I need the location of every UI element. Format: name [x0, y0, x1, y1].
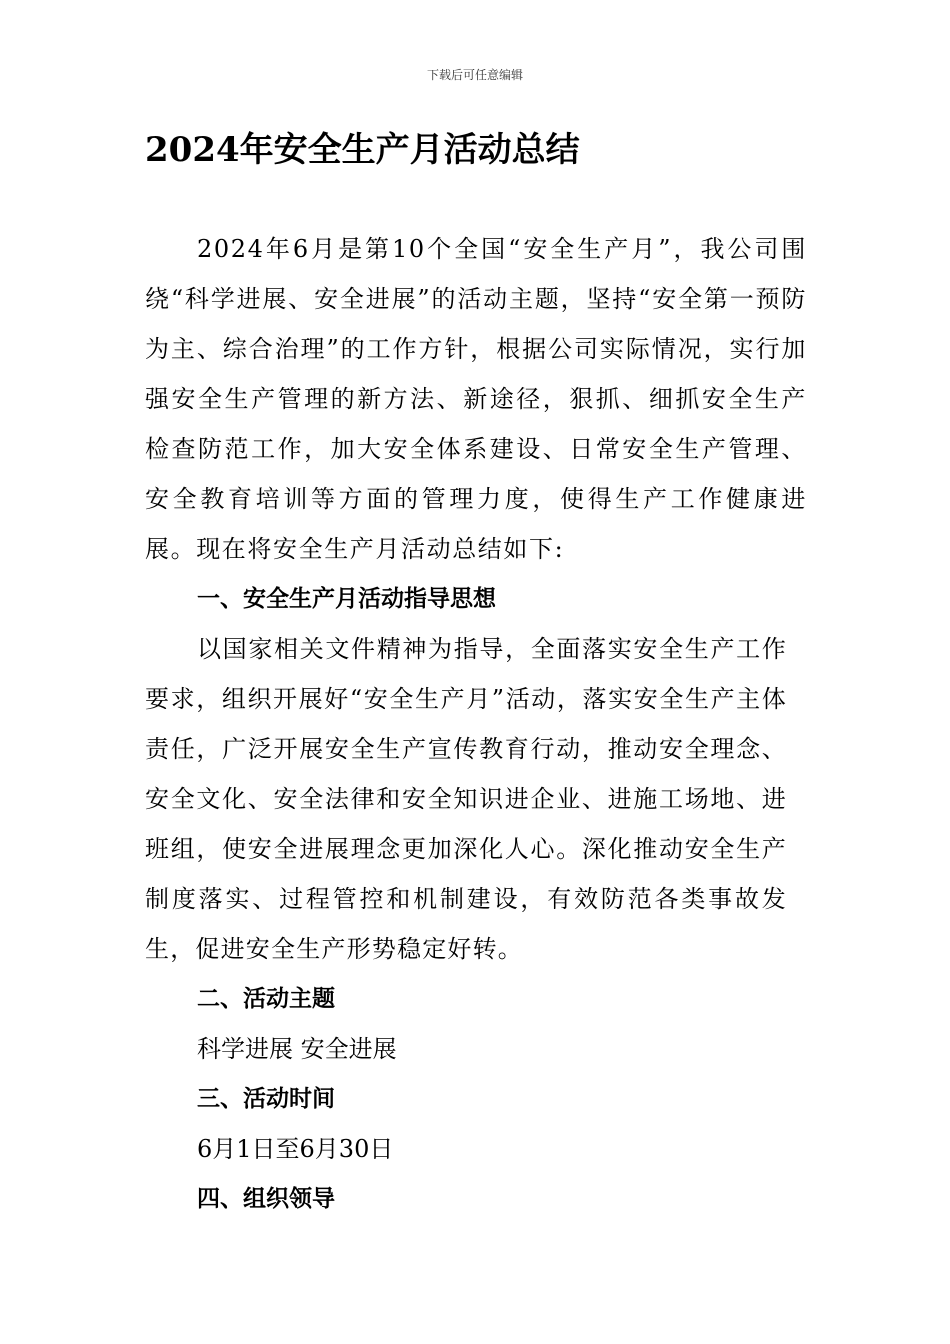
section-heading-organization: 四、组织领导	[197, 1186, 335, 1212]
section-heading-time: 三、活动时间	[197, 1086, 335, 1112]
section-heading-theme: 二、活动主题	[197, 986, 335, 1012]
section-heading-guiding-ideology: 一、安全生产月活动指导思想	[197, 586, 496, 612]
intro-paragraph: 2024年6月是第10个全国“安全生产月”，我公司围绕“科学进展、安全进展”的活动主题，坚持“安全第一预防为主、综合治理”的工作方针，根据公司实际情况，实行加强安全生产管理的新方法、新途径，狠抓、细抓安全生产检查防范工作，加大安全体系建设、日常安全生产管理、安全教育培训等方面的管理力度，使得生产工作健康进展。现在将安全生产月活动总结如下:	[145, 235, 807, 563]
section-text-time: 6月1日至6月30日	[197, 1135, 394, 1163]
document-body	[145, 224, 807, 1224]
document-title: 2024年安全生产月活动总结	[145, 130, 580, 170]
section-paragraph-guiding-ideology: 以国家相关文件精神为指导，全面落实安全生产工作要求，组织开展好“安全生产月”活动，落实安全生产主体责任，广泛开展安全生产宣传教育行动，推动安全理念、安全文化、安全法律和安全知识进企业、进施工场地、进班组，使安全进展理念更加深化人心。深化推动安全生产制度落实、过程管控和机制建设，有效防范各类事故发生，促进安全生产形势稳定好转。	[145, 635, 787, 963]
section-text-theme: 科学进展 安全进展	[197, 1035, 397, 1063]
header-note: 下载后可任意编辑	[426, 68, 523, 82]
